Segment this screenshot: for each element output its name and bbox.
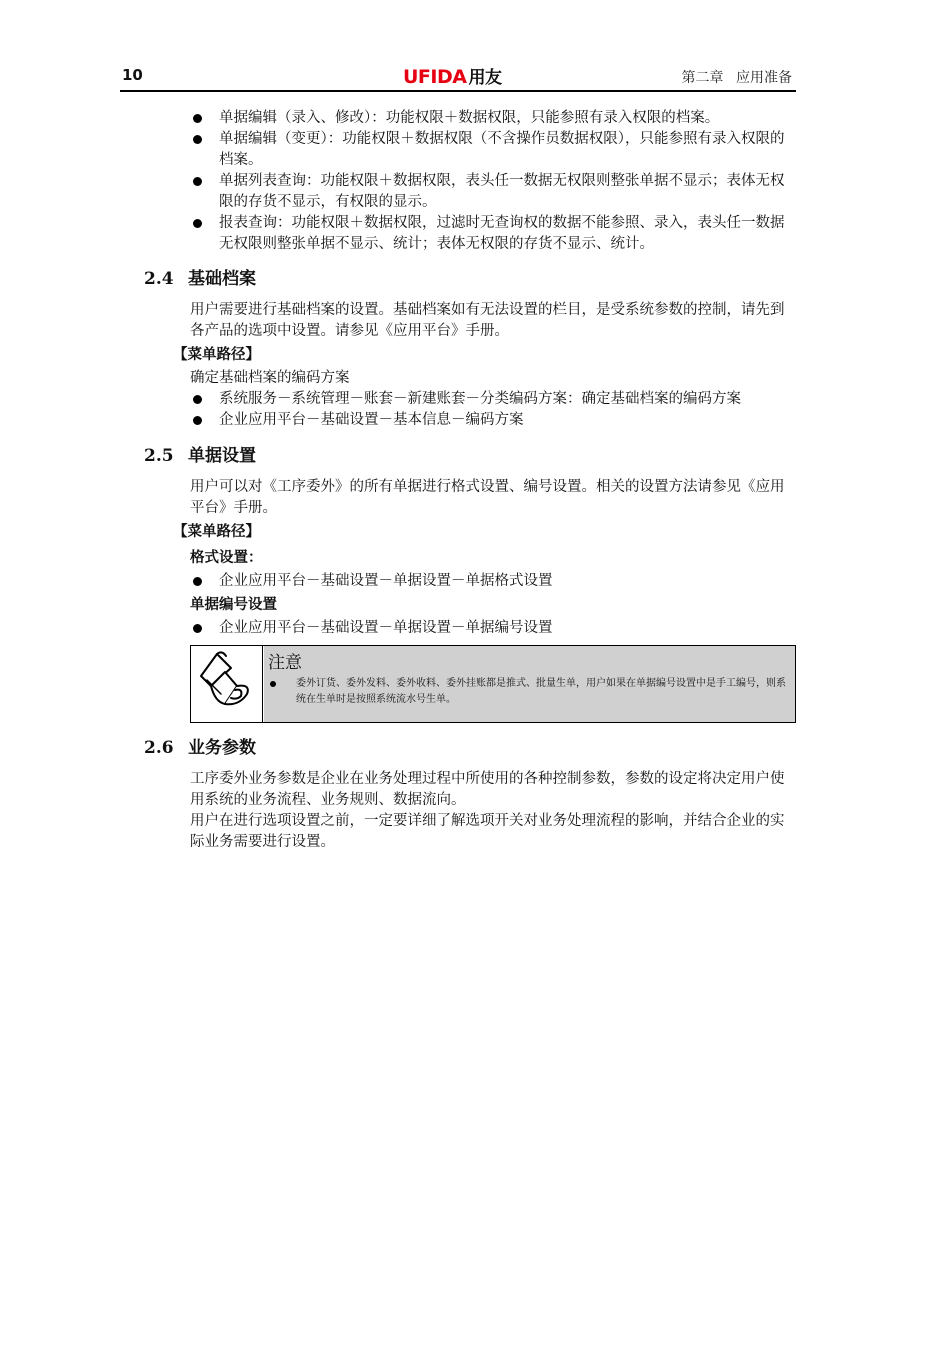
- intro-bullet-list: [0, 108, 952, 255]
- logo-text: UFIDA: [403, 66, 467, 88]
- menu-path-label: 【菜单路径】: [173, 523, 260, 540]
- list-item: 企业应用平台－基础设置－基本信息－编码方案: [219, 410, 796, 431]
- list-item: 企业应用平台－基础设置－单据设置－单据编号设置: [219, 618, 796, 639]
- section-title: 基础档案: [188, 269, 256, 289]
- megaphone-icon: [191, 646, 262, 722]
- list-item: 单据列表查询：功能权限＋数据权限，表头任一数据无权限则整张单据不显示；表体无权限的存货不显示，有权限的显示。: [219, 171, 796, 213]
- paragraph: 用户可以对《工序委外》的所有单据进行格式设置、编号设置。相关的设置方法请参见《应用平台》手册。: [190, 479, 785, 516]
- ufida-logo: [403, 63, 501, 88]
- section-number: 2.6: [144, 738, 174, 758]
- paragraph: 工序委外业务参数是企业在业务处理过程中所使用的各种控制参数，参数的设定将决定用户使用系统的业务流程、业务规则、数据流向。: [190, 771, 785, 808]
- paragraph: 确定基础档案的编码方案: [190, 370, 350, 386]
- page-header: [120, 62, 796, 92]
- page-number: 10: [122, 66, 143, 84]
- section-title: 单据设置: [188, 446, 256, 466]
- section-heading-2-4: [144, 262, 952, 296]
- section-title: 业务参数: [188, 738, 256, 758]
- list-item: 报表查询：功能权限＋数据权限，过滤时无查询权的数据不能参照、录入，表头任一数据无权限则整张单据不显示、统计；表体无权限的存货不显示、统计。: [219, 213, 796, 255]
- menu-path-list: [0, 389, 952, 431]
- paragraph: 用户需要进行基础档案的设置。基础档案如有无法设置的栏目，是受系统参数的控制，请先到各产品的选项中设置。请参见《应用平台》手册。: [190, 302, 785, 339]
- subheading-format-settings: 格式设置：: [190, 549, 263, 566]
- note-content: [264, 646, 795, 722]
- note-box: [190, 645, 796, 723]
- logo-cn-text: 用友: [468, 68, 502, 88]
- list-item: 系统服务－系统管理－账套－新建账套－分类编码方案：确定基础档案的编码方案: [219, 389, 796, 410]
- section-heading-2-5: [144, 439, 952, 473]
- subheading-number-settings: 单据编号设置: [190, 596, 277, 613]
- section-number: 2.5: [144, 446, 174, 466]
- note-icon-cell: [191, 646, 263, 722]
- list-item: 企业应用平台－基础设置－单据设置－单据格式设置: [219, 571, 796, 592]
- menu-path-list: [0, 571, 952, 592]
- list-item: 单据编辑（录入、修改）：功能权限＋数据权限，只能参照有录入权限的档案。: [219, 108, 796, 129]
- section-number: 2.4: [144, 269, 174, 289]
- page-body: [0, 108, 952, 853]
- list-item: 单据编辑（变更）：功能权限＋数据权限（不含操作员数据权限），只能参照有录入权限的档案。: [219, 129, 796, 171]
- note-text: 委外订货、委外发料、委外收料、委外挂账都是推式、批量生单，用户如果在单据编号设置中是手工编号，则系统在生单时是按照系统流水号生单。: [296, 676, 786, 708]
- section-heading-2-6: [144, 731, 952, 765]
- chapter-title: 第二章 应用准备: [681, 70, 792, 86]
- menu-path-label: 【菜单路径】: [173, 346, 260, 363]
- note-title: 注意: [268, 653, 302, 673]
- paragraph: 用户在进行选项设置之前，一定要详细了解选项开关对业务处理流程的影响，并结合企业的实际业务需要进行设置。: [190, 813, 785, 850]
- menu-path-list: [0, 618, 952, 639]
